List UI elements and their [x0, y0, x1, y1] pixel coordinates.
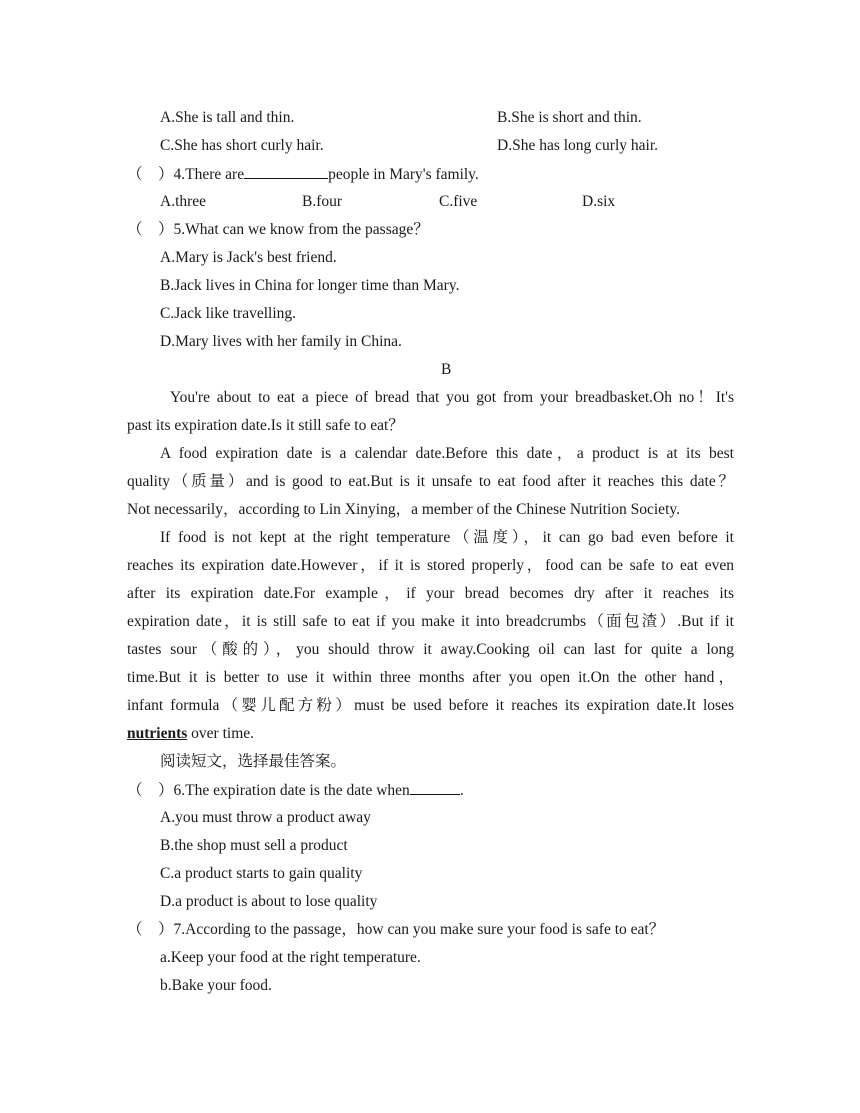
- paragraph-line: expiration date，it is still safe to eat if you make it into breadcrumbs（面包渣）.But if it: [127, 613, 734, 630]
- paragraph-line: You're about to eat a piece of bread that you got from your breadbasket.Oh no！It's: [170, 389, 734, 406]
- question-7: [127, 920, 664, 940]
- question-4-prefix: 4.There are: [173, 166, 245, 183]
- paragraph-line: after its expiration date.For example，if your bread becomes dry after it reaches its: [127, 585, 734, 602]
- q4-option-c: C.five: [439, 193, 478, 210]
- question-4-suffix: people in Mary's family.: [328, 166, 479, 183]
- instruction: 阅读短文，选择最佳答案。: [160, 753, 347, 770]
- answer-parenthesis: （ ）: [127, 782, 174, 799]
- answer-blank: [410, 780, 460, 795]
- paragraph-line: If food is not kept at the right temperature（温度），it can go bad even before it: [160, 529, 734, 546]
- q5-option-d: D.Mary lives with her family in China.: [160, 333, 402, 350]
- q5-option-c: C.Jack like travelling.: [160, 305, 297, 322]
- q3-option-b: B.She is short and thin.: [497, 109, 642, 126]
- question-6: [127, 780, 464, 801]
- paragraph-line: reaches its expiration date.However，if it is stored properly，food can be safe to eat even: [127, 557, 734, 574]
- q7-option-b: b.Bake your food.: [160, 977, 272, 994]
- q6-option-a: A.you must throw a product away: [160, 809, 371, 826]
- q3-option-d: D.She has long curly hair.: [497, 137, 659, 154]
- answer-parenthesis: （ ）: [127, 921, 174, 938]
- answer-parenthesis: （ ）: [127, 221, 174, 238]
- paragraph-line: tastes sour（酸的），you should throw it away.Cooking oil can last for quite a long: [127, 641, 734, 658]
- paragraph-line: quality（质量）and is good to eat.But is it unsafe to eat food after it reaches this date？: [127, 473, 734, 490]
- q4-option-d: D.six: [582, 193, 616, 210]
- paragraph-line: infant formula（婴儿配方粉）must be used before it reaches its expiration date.It loses: [127, 697, 734, 714]
- paragraph-line: Not necessarily，according to Lin Xinying，a member of the Chinese Nutrition Society.: [127, 501, 680, 518]
- q4-option-a: A.three: [160, 193, 207, 210]
- question-5-text: 5.What can we know from the passage？: [173, 221, 429, 238]
- answer-parenthesis: （ ）: [127, 166, 174, 183]
- q5-option-b: B.Jack lives in China for longer time than Mary.: [160, 277, 460, 294]
- q3-option-a: A.She is tall and thin.: [160, 109, 295, 126]
- underlined-word: nutrients: [127, 725, 188, 742]
- paragraph-line-last: [127, 724, 254, 744]
- paragraph-line-rest: over time.: [187, 725, 255, 742]
- answer-blank: [244, 164, 328, 179]
- question-6-prefix: 6.The expiration date is the date when: [173, 782, 410, 799]
- question-5: [127, 220, 429, 240]
- question-4: [127, 164, 479, 185]
- q3-option-c: C.She has short curly hair.: [160, 137, 324, 154]
- paragraph-line: time.But it is better to use it within three months after you open it.On the other hand，: [127, 669, 734, 686]
- paragraph-line: A food expiration date is a calendar date.Before this date，a product is at its best: [160, 445, 734, 462]
- question-7-text: 7.According to the passage，how can you make sure your food is safe to eat？: [173, 921, 665, 938]
- question-6-suffix: .: [459, 782, 464, 799]
- section-heading: B: [441, 361, 452, 378]
- q6-option-c: C.a product starts to gain quality: [160, 865, 363, 882]
- q6-option-d: D.a product is about to lose quality: [160, 893, 378, 910]
- q6-option-b: B.the shop must sell a product: [160, 837, 348, 854]
- q5-option-a: A.Mary is Jack's best friend.: [160, 249, 337, 266]
- paragraph-line: past its expiration date.Is it still safe to eat？: [127, 417, 404, 434]
- q4-option-b: B.four: [302, 193, 343, 210]
- q7-option-a: a.Keep your food at the right temperature.: [160, 949, 421, 966]
